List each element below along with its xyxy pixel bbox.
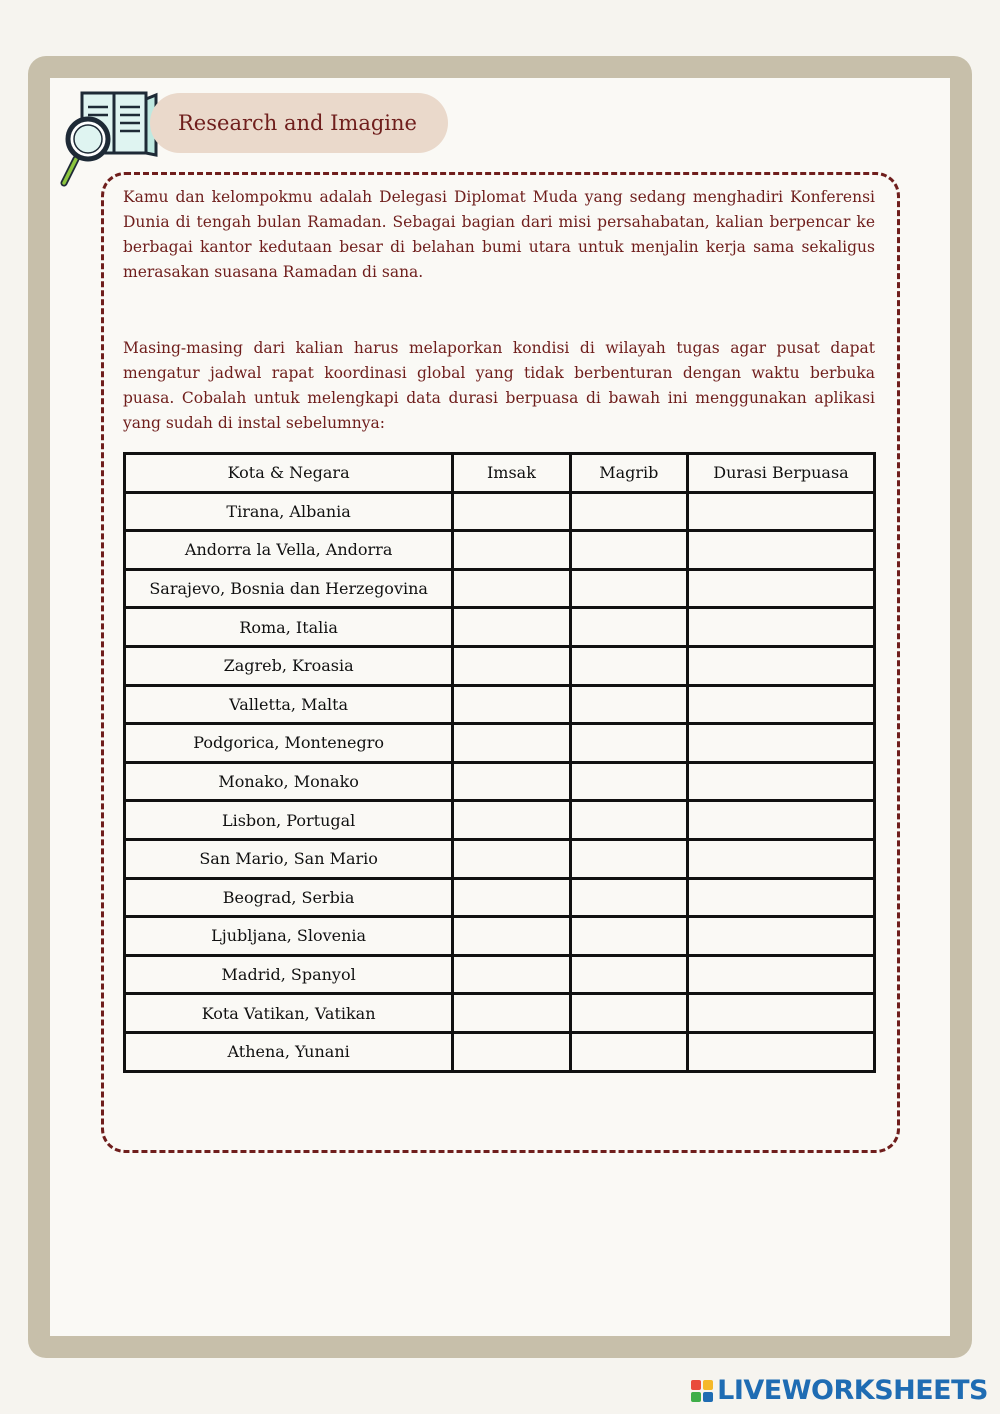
table-row [125, 839, 875, 878]
magrib-cell[interactable] [570, 608, 687, 647]
durasi-cell[interactable] [688, 801, 875, 840]
table-row [125, 492, 875, 531]
table-row [125, 1032, 875, 1071]
header-city: Kota & Negara [125, 454, 453, 493]
durasi-cell[interactable] [688, 917, 875, 956]
table-row [125, 762, 875, 801]
magrib-cell[interactable] [570, 801, 687, 840]
header-magrib: Magrib [570, 454, 687, 493]
imsak-cell[interactable] [453, 685, 570, 724]
city-cell: Ljubljana, Slovenia [125, 917, 453, 956]
city-cell: Kota Vatikan, Vatikan [125, 994, 453, 1033]
imsak-cell[interactable] [453, 801, 570, 840]
imsak-cell[interactable] [453, 1032, 570, 1071]
durasi-cell[interactable] [688, 685, 875, 724]
table-row [125, 646, 875, 685]
magrib-cell[interactable] [570, 531, 687, 570]
imsak-cell[interactable] [453, 569, 570, 608]
brand-name: LIVEWORKSHEETS [717, 1375, 988, 1406]
table-row [125, 724, 875, 763]
city-cell: Tirana, Albania [125, 492, 453, 531]
durasi-cell[interactable] [688, 724, 875, 763]
table-header-row [125, 454, 875, 493]
table-row [125, 608, 875, 647]
magrib-cell[interactable] [570, 762, 687, 801]
table-row [125, 801, 875, 840]
magrib-cell[interactable] [570, 569, 687, 608]
city-cell: Monako, Monako [125, 762, 453, 801]
intro-paragraph-2: Masing-masing dari kalian harus melaporkan kondisi di wilayah tugas agar pusat dapat mengatur jadwal rapat koordinasi global yang tidak berbenturan dengan waktu berbuka puasa. Cobalah untuk melengkapi data durasi berpuasa di bawah ini menggunakan aplikasi yang sudah di instal sebelumnya: [123, 339, 875, 432]
imsak-cell[interactable] [453, 608, 570, 647]
intro-paragraph-1: Kamu dan kelompokmu adalah Delegasi Diplomat Muda yang sedang menghadiri Konferensi Dunia di tengah bulan Ramadan. Sebagai bagian dari misi persahabatan, kalian berpencar ke berbagai kantor kedutaan besar di belahan bumi utara untuk menjalin kerja sama sekaligus merasakan suasana Ramadan di sana. [123, 188, 875, 281]
magrib-cell[interactable] [570, 994, 687, 1033]
magrib-cell[interactable] [570, 917, 687, 956]
durasi-cell[interactable] [688, 531, 875, 570]
imsak-cell[interactable] [453, 878, 570, 917]
city-cell: Lisbon, Portugal [125, 801, 453, 840]
durasi-cell[interactable] [688, 1032, 875, 1071]
table-row [125, 994, 875, 1033]
liveworksheets-logo-icon [691, 1380, 713, 1402]
magrib-cell[interactable] [570, 955, 687, 994]
durasi-cell[interactable] [688, 608, 875, 647]
table-row [125, 955, 875, 994]
durasi-cell[interactable] [688, 492, 875, 531]
magrib-cell[interactable] [570, 878, 687, 917]
imsak-cell[interactable] [453, 955, 570, 994]
section-title: Research and Imagine [178, 111, 417, 135]
imsak-cell[interactable] [453, 724, 570, 763]
table-row [125, 917, 875, 956]
city-cell: Sarajevo, Bosnia dan Herzegovina [125, 569, 453, 608]
city-cell: Roma, Italia [125, 608, 453, 647]
durasi-cell[interactable] [688, 762, 875, 801]
magrib-cell[interactable] [570, 839, 687, 878]
magrib-cell[interactable] [570, 1032, 687, 1071]
table-row [125, 531, 875, 570]
city-cell: Podgorica, Montenegro [125, 724, 453, 763]
table-row [125, 878, 875, 917]
header-imsak: Imsak [453, 454, 570, 493]
magrib-cell[interactable] [570, 724, 687, 763]
imsak-cell[interactable] [453, 839, 570, 878]
city-cell: Athena, Yunani [125, 1032, 453, 1071]
imsak-cell[interactable] [453, 762, 570, 801]
fasting-duration-table [123, 452, 876, 1073]
durasi-cell[interactable] [688, 569, 875, 608]
durasi-cell[interactable] [688, 646, 875, 685]
magrib-cell[interactable] [570, 646, 687, 685]
magrib-cell[interactable] [570, 492, 687, 531]
durasi-cell[interactable] [688, 878, 875, 917]
table-row [125, 569, 875, 608]
imsak-cell[interactable] [453, 531, 570, 570]
city-cell: San Mario, San Mario [125, 839, 453, 878]
city-cell: Beograd, Serbia [125, 878, 453, 917]
imsak-cell[interactable] [453, 994, 570, 1033]
table-row [125, 685, 875, 724]
city-cell: Zagreb, Kroasia [125, 646, 453, 685]
imsak-cell[interactable] [453, 492, 570, 531]
section-title-pill [150, 93, 448, 153]
city-cell: Madrid, Spanyol [125, 955, 453, 994]
magrib-cell[interactable] [570, 685, 687, 724]
durasi-cell[interactable] [688, 994, 875, 1033]
imsak-cell[interactable] [453, 917, 570, 956]
durasi-cell[interactable] [688, 839, 875, 878]
liveworksheets-brand [691, 1375, 988, 1406]
city-cell: Valletta, Malta [125, 685, 453, 724]
durasi-cell[interactable] [688, 955, 875, 994]
header-durasi: Durasi Berpuasa [688, 454, 875, 493]
imsak-cell[interactable] [453, 646, 570, 685]
city-cell: Andorra la Vella, Andorra [125, 531, 453, 570]
